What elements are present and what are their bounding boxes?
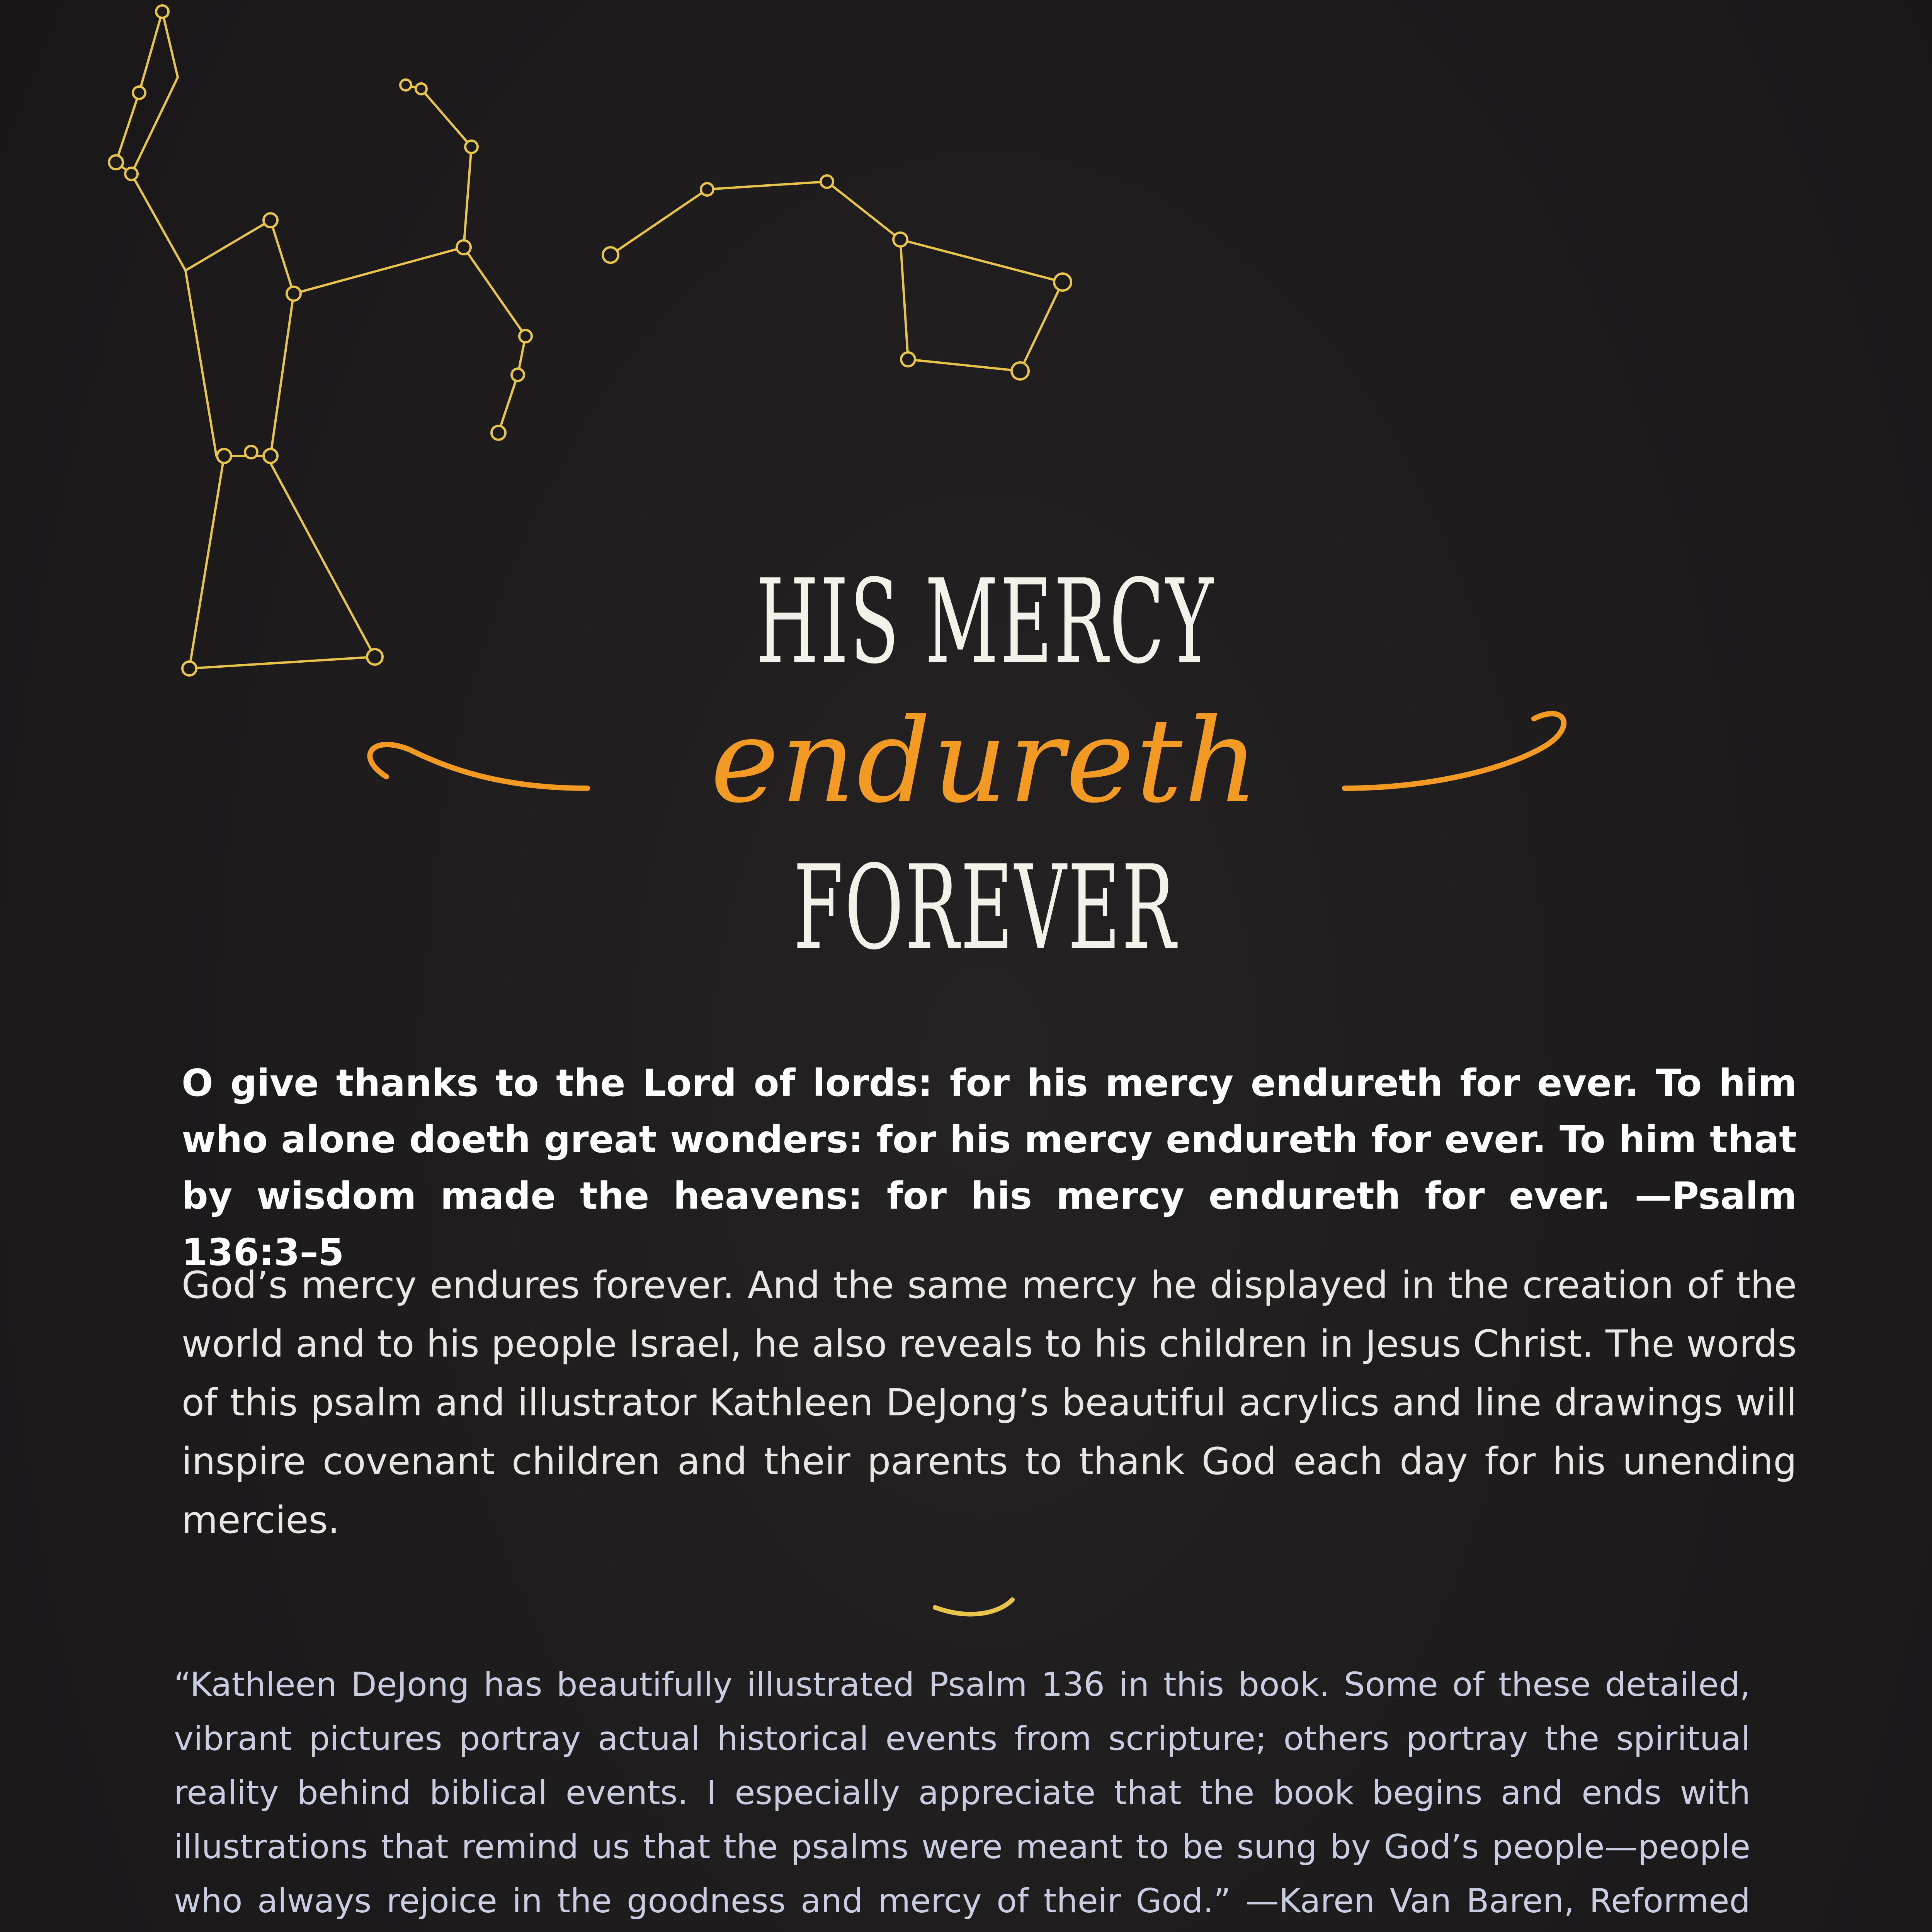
title-line-1: HIS MERCY bbox=[756, 554, 1215, 689]
book-description: God’s mercy endures forever. And the same mercy he displayed in the creation of the world and to his people Israel, he also reveals to his children in Jesus Christ. The words of this psalm and illustrator Kathleen DeJong’s beautiful acrylics and line drawings will inspire covenant children and their parents to thank God each day for his unending mercies. bbox=[182, 1264, 1797, 1542]
title-line-2-script: endureth bbox=[710, 694, 1260, 828]
endorsement-quote: “Kathleen DeJong has beautifully illustrated Psalm 136 in this book. Some of these detailed, vibrant pictures portray actual historical events from scripture; others portray the spiritual reality behind biblical events. I especially appreciate that the book begins and ends with illustrations that remind us that the psalms were meant to be sung by God’s people—people who always rejoice in the goodness and mercy of their God.” —Karen Van Baren, Reformed bbox=[174, 1665, 1750, 1920]
psalm-verse: O give thanks to the Lord of lords: for his mercy endureth for ever. To him who alone doeth great wonders: for his mercy endureth for ever. To him that by wisdom made the heavens: for his mercy endureth for ever. —Psalm 136:3–5 bbox=[182, 1061, 1797, 1274]
title-line-3: FOREVER bbox=[793, 840, 1177, 975]
